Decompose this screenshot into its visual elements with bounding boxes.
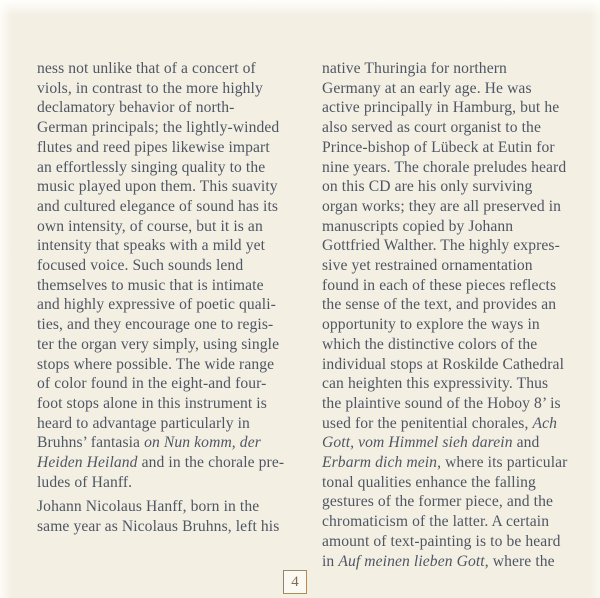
text-line: ludes of Hanff. [37, 473, 133, 491]
text-line: flutes and reed pipes likewise impart [37, 138, 270, 156]
paragraph [37, 59, 317, 492]
text-line: manuscripts copied by Johann [322, 217, 514, 235]
text-line: focused voice. Such sounds lend [37, 257, 244, 275]
text-line: music played upon them. This suavity [37, 178, 278, 196]
text-line: amount of text-painting is to be heard [322, 532, 561, 550]
text-line: Germany at an early age. He was [322, 79, 532, 97]
text-line: themselves to music that is intimate [37, 276, 264, 294]
text-line: nine years. The chorale preludes heard [322, 158, 567, 176]
text-line: intensity that speaks with a mild yet [37, 237, 266, 255]
text-column-right [322, 59, 594, 576]
text-line: sive yet restrained ornamentation [322, 257, 533, 275]
text-line: Bruhns’ fantasia on Nun komm, der [37, 434, 261, 452]
text-line: same year as Nicolaus Bruhns, left his [37, 518, 280, 536]
text-line: individual stops at Roskilde Cathedral [322, 355, 565, 373]
text-line: of color found in the eight-and four- [37, 375, 267, 393]
text-line: own intensity, of course, but it is an [37, 217, 263, 235]
page-number: 4 [291, 574, 299, 590]
text-line: ter the organ very simply, using single [37, 335, 280, 353]
text-line: tonal qualities enhance the falling [322, 473, 536, 491]
paragraph [322, 59, 594, 571]
text-line: the plaintive sound of the Hoboy 8’ is [322, 394, 561, 412]
text-column-left [37, 59, 317, 542]
text-line: Prince-bishop of Lübeck at Eutin for [322, 138, 555, 156]
text-line: ties, and they encourage one to regis- [37, 316, 274, 334]
text-line: chromaticism of the latter. A certain [322, 513, 550, 531]
text-line: gestures of the former piece, and the [322, 493, 554, 511]
text-line: opportunity to explore the ways in [322, 316, 540, 334]
text-line: in Auf meinen lieben Gott, where the [322, 552, 555, 570]
text-line: declamatory behavior of north- [37, 99, 235, 117]
text-line: on this CD are his only surviving [322, 178, 533, 196]
text-line: foot stops alone in this instrument is [37, 394, 267, 412]
text-line: also served as court organist to the [322, 119, 541, 137]
text-line: an effortlessly singing quality to the [37, 158, 266, 176]
page-number-box [283, 570, 307, 594]
scan-edge-highlight-left [0, 0, 12, 598]
text-line: Gottfried Walther. The highly expres- [322, 237, 560, 255]
text-line: used for the penitential chorales, Ach [322, 414, 558, 432]
text-line: and highly expressive of poetic quali- [37, 296, 276, 314]
text-line: German principals; the lightly-winded [37, 119, 280, 137]
paragraph [37, 497, 317, 536]
text-line: active principally in Hamburg, but he [322, 99, 560, 117]
text-line: Erbarm dich mein, where its particular [322, 454, 568, 472]
text-line: can heighten this expressivity. Thus [322, 375, 549, 393]
text-line: stops where possible. The wide range [37, 355, 275, 373]
text-line: the sense of the text, and provides an [322, 296, 557, 314]
text-line: native Thuringia for northern [322, 60, 507, 77]
text-line: Johann Nicolaus Hanff, born in the [37, 498, 260, 516]
text-line: Heiden Heiland and in the chorale pre- [37, 454, 285, 472]
text-line: ness not unlike that of a concert of [37, 60, 256, 77]
text-line: which the distinctive colors of the [322, 335, 538, 353]
text-line: and cultured elegance of sound has its [37, 197, 279, 215]
text-line: Gott, vom Himmel sieh darein and [322, 434, 540, 452]
text-line: viols, in contrast to the more highly [37, 79, 263, 97]
text-line: organ works; they are all preserved in [322, 197, 562, 215]
text-line: found in each of these pieces reflects [322, 276, 557, 294]
text-line: heard to advantage particularly in [37, 414, 250, 432]
scan-edge-highlight-top [0, 0, 600, 16]
